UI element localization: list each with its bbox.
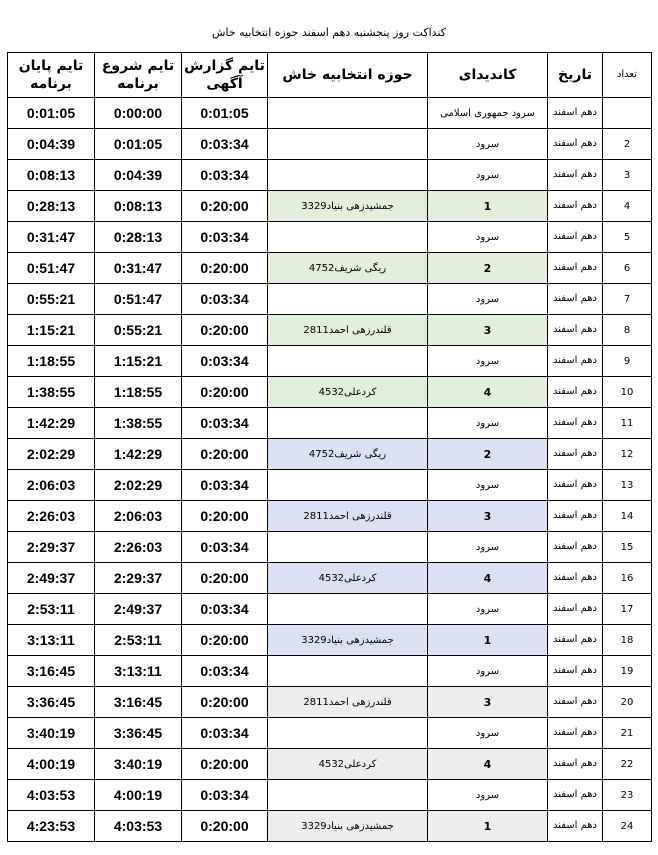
end-time-cell: 2:49:37: [8, 563, 95, 594]
date-cell: دهم اسفند: [548, 625, 603, 656]
start-time-cell: 2:02:29: [95, 470, 182, 501]
start-time-cell: 3:16:45: [95, 687, 182, 718]
date-cell: دهم اسفند: [548, 222, 603, 253]
date-cell: دهم اسفند: [548, 439, 603, 470]
report-time-cell: 0:03:34: [182, 160, 268, 191]
report-time-cell: 0:20:00: [182, 191, 268, 222]
end-time-cell: 1:42:29: [8, 408, 95, 439]
candidate-cell: 2: [428, 439, 548, 470]
count-cell: 2: [603, 129, 652, 160]
count-cell: 21: [603, 718, 652, 749]
report-time-cell: 0:20:00: [182, 563, 268, 594]
table-row: [8, 811, 652, 842]
table-row: [8, 470, 652, 501]
date-cell: دهم اسفند: [548, 563, 603, 594]
end-time-cell: 3:16:45: [8, 656, 95, 687]
constituency-cell: [268, 656, 428, 687]
count-cell: 10: [603, 377, 652, 408]
table-row: [8, 749, 652, 780]
start-time-cell: 0:51:47: [95, 284, 182, 315]
candidate-cell: سرود: [428, 129, 548, 160]
table-row: [8, 377, 652, 408]
date-cell: دهم اسفند: [548, 780, 603, 811]
header-row: [8, 53, 652, 98]
start-time-cell: 2:29:37: [95, 563, 182, 594]
table-row: [8, 501, 652, 532]
constituency-cell: قلندرزهی احمد2811: [268, 315, 428, 346]
report-time-cell: 0:03:34: [182, 470, 268, 501]
candidate-cell: سرود: [428, 594, 548, 625]
start-time-cell: 1:42:29: [95, 439, 182, 470]
count-cell: 19: [603, 656, 652, 687]
report-time-cell: 0:20:00: [182, 315, 268, 346]
end-time-cell: 0:31:47: [8, 222, 95, 253]
date-cell: دهم اسفند: [548, 160, 603, 191]
constituency-cell: [268, 222, 428, 253]
constituency-cell: کردعلی4532: [268, 749, 428, 780]
count-cell: 3: [603, 160, 652, 191]
header-constituency: حوزه انتخابیه خاش: [268, 53, 428, 98]
constituency-cell: [268, 532, 428, 563]
table-row: [8, 408, 652, 439]
table-row: [8, 346, 652, 377]
date-cell: دهم اسفند: [548, 315, 603, 346]
constituency-cell: جمشیدزهی بنیاد3329: [268, 625, 428, 656]
count-cell: 17: [603, 594, 652, 625]
table-row: [8, 718, 652, 749]
constituency-cell: [268, 780, 428, 811]
report-time-cell: 0:03:34: [182, 346, 268, 377]
report-time-cell: 0:03:34: [182, 408, 268, 439]
constituency-cell: [268, 718, 428, 749]
candidate-cell: سرود جمهوری اسلامی: [428, 98, 548, 129]
start-time-cell: 0:55:21: [95, 315, 182, 346]
date-cell: دهم اسفند: [548, 408, 603, 439]
table-row: [8, 439, 652, 470]
candidate-cell: 3: [428, 687, 548, 718]
header-candidate: کاندیدای: [428, 53, 548, 98]
count-cell: 16: [603, 563, 652, 594]
count-cell: 15: [603, 532, 652, 563]
count-cell: 23: [603, 780, 652, 811]
candidate-cell: 3: [428, 501, 548, 532]
report-time-cell: 0:20:00: [182, 253, 268, 284]
end-time-cell: 0:01:05: [8, 98, 95, 129]
table-row: [8, 780, 652, 811]
candidate-cell: سرود: [428, 222, 548, 253]
start-time-cell: 3:13:11: [95, 656, 182, 687]
constituency-cell: [268, 470, 428, 501]
start-time-cell: 0:00:00: [95, 98, 182, 129]
report-time-cell: 0:03:34: [182, 222, 268, 253]
report-time-cell: 0:03:34: [182, 594, 268, 625]
start-time-cell: 2:06:03: [95, 501, 182, 532]
start-time-cell: 0:01:05: [95, 129, 182, 160]
constituency-cell: ریگی شریف4752: [268, 253, 428, 284]
end-time-cell: 1:38:55: [8, 377, 95, 408]
candidate-cell: 4: [428, 749, 548, 780]
count-cell: 5: [603, 222, 652, 253]
date-cell: دهم اسفند: [548, 718, 603, 749]
date-cell: دهم اسفند: [548, 284, 603, 315]
start-time-cell: 1:38:55: [95, 408, 182, 439]
end-time-cell: 2:02:29: [8, 439, 95, 470]
count-cell: [603, 98, 652, 129]
table-row: [8, 191, 652, 222]
header-date: تاریخ: [548, 53, 603, 98]
candidate-cell: 1: [428, 811, 548, 842]
constituency-cell: جمشیدزهی بنیاد3329: [268, 191, 428, 222]
report-time-cell: 0:20:00: [182, 501, 268, 532]
count-cell: 20: [603, 687, 652, 718]
start-time-cell: 2:53:11: [95, 625, 182, 656]
report-time-cell: 0:03:34: [182, 718, 268, 749]
constituency-cell: قلندرزهی احمد2811: [268, 501, 428, 532]
candidate-cell: سرود: [428, 160, 548, 191]
start-time-cell: 1:18:55: [95, 377, 182, 408]
end-time-cell: 2:29:37: [8, 532, 95, 563]
start-time-cell: 4:00:19: [95, 780, 182, 811]
table-row: [8, 687, 652, 718]
end-time-cell: 2:53:11: [8, 594, 95, 625]
date-cell: دهم اسفند: [548, 811, 603, 842]
table-row: [8, 98, 652, 129]
header-start-time: تایم شروع برنامه: [95, 53, 182, 98]
end-time-cell: 4:23:53: [8, 811, 95, 842]
table-row: [8, 253, 652, 284]
count-cell: 22: [603, 749, 652, 780]
constituency-cell: [268, 284, 428, 315]
count-cell: 11: [603, 408, 652, 439]
report-time-cell: 0:01:05: [182, 98, 268, 129]
constituency-cell: ریگی شریف4752: [268, 439, 428, 470]
end-time-cell: 3:40:19: [8, 718, 95, 749]
end-time-cell: 4:00:19: [8, 749, 95, 780]
report-time-cell: 0:03:34: [182, 284, 268, 315]
candidate-cell: 4: [428, 563, 548, 594]
start-time-cell: 0:28:13: [95, 222, 182, 253]
header-count: تعداد: [603, 53, 652, 98]
constituency-cell: [268, 160, 428, 191]
report-time-cell: 0:20:00: [182, 625, 268, 656]
start-time-cell: 0:08:13: [95, 191, 182, 222]
table-row: [8, 284, 652, 315]
end-time-cell: 2:26:03: [8, 501, 95, 532]
count-cell: 9: [603, 346, 652, 377]
date-cell: دهم اسفند: [548, 98, 603, 129]
report-time-cell: 0:03:34: [182, 532, 268, 563]
table-row: [8, 160, 652, 191]
document-title: کنداکت روز پنجشنبه دهم اسفند حوزه انتخابیه خاش: [212, 26, 446, 39]
report-time-cell: 0:03:34: [182, 129, 268, 160]
constituency-cell: [268, 594, 428, 625]
header-report-time: تایم گزارش آگهی: [182, 53, 268, 98]
report-time-cell: 0:20:00: [182, 439, 268, 470]
date-cell: دهم اسفند: [548, 191, 603, 222]
end-time-cell: 0:08:13: [8, 160, 95, 191]
constituency-cell: کردعلی4532: [268, 563, 428, 594]
start-time-cell: 3:36:45: [95, 718, 182, 749]
start-time-cell: 2:49:37: [95, 594, 182, 625]
date-cell: دهم اسفند: [548, 749, 603, 780]
constituency-cell: جمشیدزهی بنیاد3329: [268, 811, 428, 842]
count-cell: 8: [603, 315, 652, 346]
constituency-cell: [268, 98, 428, 129]
constituency-cell: کردعلی4532: [268, 377, 428, 408]
date-cell: دهم اسفند: [548, 129, 603, 160]
candidate-cell: سرود: [428, 780, 548, 811]
report-time-cell: 0:03:34: [182, 656, 268, 687]
start-time-cell: 0:31:47: [95, 253, 182, 284]
candidate-cell: سرود: [428, 346, 548, 377]
report-time-cell: 0:03:34: [182, 780, 268, 811]
table-row: [8, 563, 652, 594]
end-time-cell: 0:28:13: [8, 191, 95, 222]
candidate-cell: 1: [428, 191, 548, 222]
start-time-cell: 4:03:53: [95, 811, 182, 842]
candidate-cell: 2: [428, 253, 548, 284]
end-time-cell: 3:13:11: [8, 625, 95, 656]
count-cell: 4: [603, 191, 652, 222]
candidate-cell: سرود: [428, 532, 548, 563]
end-time-cell: 3:36:45: [8, 687, 95, 718]
end-time-cell: 0:51:47: [8, 253, 95, 284]
candidate-cell: 3: [428, 315, 548, 346]
date-cell: دهم اسفند: [548, 470, 603, 501]
date-cell: دهم اسفند: [548, 501, 603, 532]
candidate-cell: سرود: [428, 408, 548, 439]
candidate-cell: سرود: [428, 718, 548, 749]
report-time-cell: 0:20:00: [182, 687, 268, 718]
count-cell: 13: [603, 470, 652, 501]
constituency-cell: [268, 346, 428, 377]
table-row: [8, 315, 652, 346]
table-row: [8, 625, 652, 656]
count-cell: 6: [603, 253, 652, 284]
candidate-cell: سرود: [428, 284, 548, 315]
date-cell: دهم اسفند: [548, 377, 603, 408]
header-end-time: تایم پایان برنامه: [8, 53, 95, 98]
start-time-cell: 1:15:21: [95, 346, 182, 377]
constituency-cell: قلندرزهی احمد2811: [268, 687, 428, 718]
table-row: [8, 656, 652, 687]
report-time-cell: 0:20:00: [182, 377, 268, 408]
end-time-cell: 2:06:03: [8, 470, 95, 501]
start-time-cell: 0:04:39: [95, 160, 182, 191]
date-cell: دهم اسفند: [548, 594, 603, 625]
count-cell: 14: [603, 501, 652, 532]
date-cell: دهم اسفند: [548, 346, 603, 377]
start-time-cell: 2:26:03: [95, 532, 182, 563]
schedule-table: [7, 52, 652, 842]
report-time-cell: 0:20:00: [182, 811, 268, 842]
date-cell: دهم اسفند: [548, 687, 603, 718]
end-time-cell: 1:18:55: [8, 346, 95, 377]
candidate-cell: سرود: [428, 470, 548, 501]
end-time-cell: 0:04:39: [8, 129, 95, 160]
end-time-cell: 1:15:21: [8, 315, 95, 346]
date-cell: دهم اسفند: [548, 532, 603, 563]
count-cell: 12: [603, 439, 652, 470]
constituency-cell: [268, 408, 428, 439]
candidate-cell: سرود: [428, 656, 548, 687]
count-cell: 7: [603, 284, 652, 315]
date-cell: دهم اسفند: [548, 656, 603, 687]
date-cell: دهم اسفند: [548, 253, 603, 284]
start-time-cell: 3:40:19: [95, 749, 182, 780]
report-time-cell: 0:20:00: [182, 749, 268, 780]
table-row: [8, 222, 652, 253]
table-row: [8, 129, 652, 160]
table-row: [8, 532, 652, 563]
end-time-cell: 4:03:53: [8, 780, 95, 811]
count-cell: 24: [603, 811, 652, 842]
table-row: [8, 594, 652, 625]
end-time-cell: 0:55:21: [8, 284, 95, 315]
candidate-cell: 1: [428, 625, 548, 656]
count-cell: 18: [603, 625, 652, 656]
constituency-cell: [268, 129, 428, 160]
candidate-cell: 4: [428, 377, 548, 408]
